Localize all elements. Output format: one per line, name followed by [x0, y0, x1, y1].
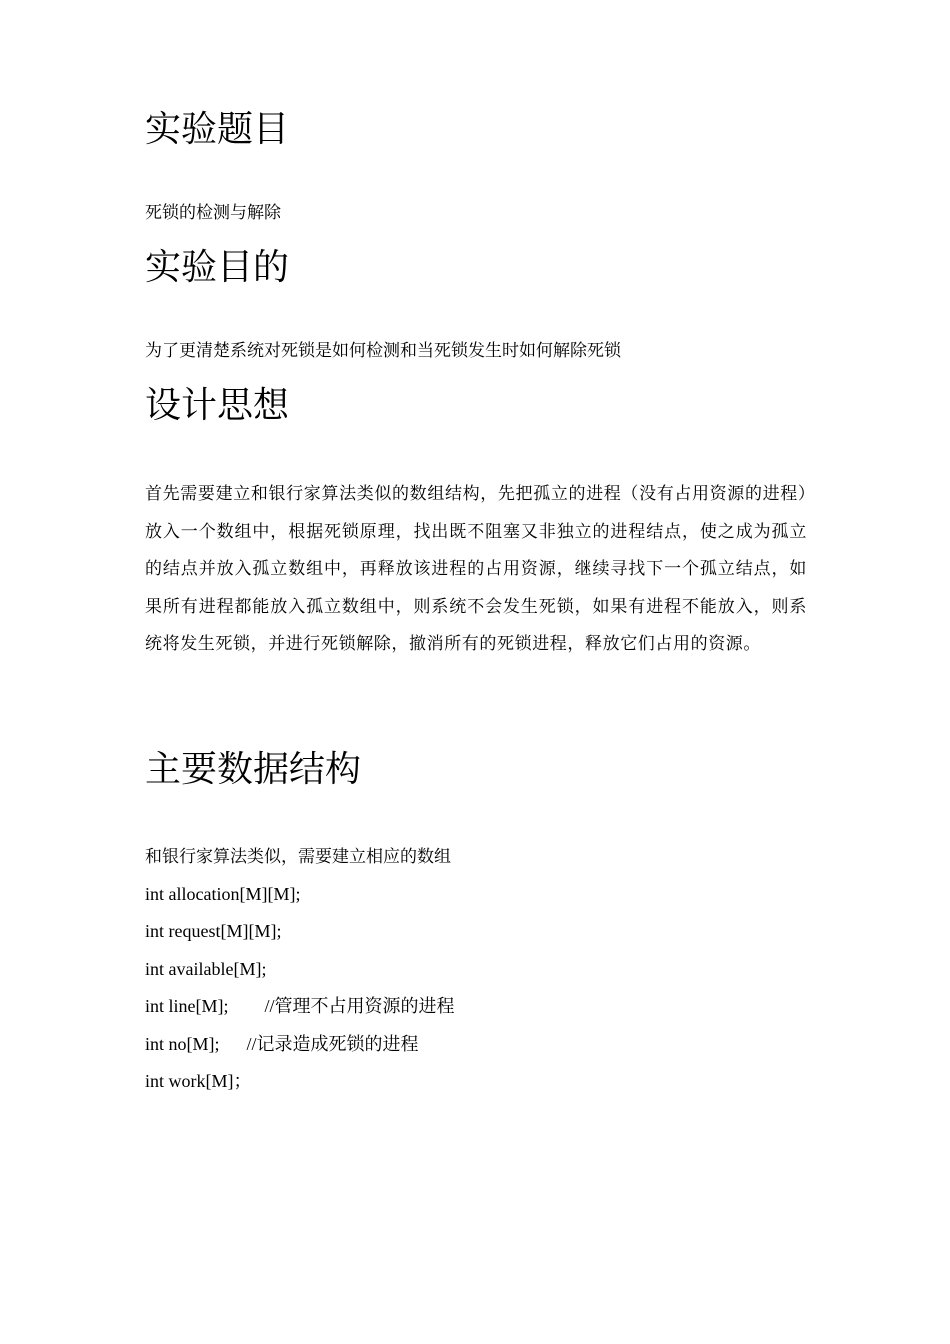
experiment-purpose-text: 为了更清楚系统对死锁是如何检测和当死锁发生时如何解除死锁: [145, 341, 621, 361]
code-line: [145, 995, 455, 1017]
code-comment: //记录造成死锁的进程: [246, 1034, 419, 1054]
heading-design-idea: 设计思想: [145, 385, 290, 426]
code-line: [145, 1033, 419, 1055]
code-statement: int request[M][M];: [145, 921, 282, 941]
code-statement: int work[M]；: [145, 1071, 252, 1091]
code-comment: //管理不占用资源的进程: [264, 996, 455, 1016]
heading-data-structures: 主要数据结构: [145, 749, 362, 790]
code-statement: int no[M];: [145, 1034, 247, 1054]
code-statement: int available[M];: [145, 959, 267, 979]
code-line: [145, 883, 300, 905]
design-idea-paragraph: 首先需要建立和银行家算法类似的数组结构，先把孤立的进程（没有占用资源的进程）放入一个数组中，根据死锁原理，找出既不阻塞又非独立的进程结点，使之成为孤立的结点并放入孤立数组中，再释放该进程的占用资源，继续寻找下一个孤立结点，如果所有进程都能放入孤立数组中，则系统不会发生死锁，如果有进程不能放入，则系统将发生死锁，并进行死锁解除，撤消所有的死锁进程，释放它们占用的资源。: [145, 484, 807, 654]
code-line: [145, 1070, 252, 1092]
heading-experiment-title: 实验题目: [145, 109, 290, 150]
code-line: [145, 958, 266, 980]
code-statement: int line[M];: [145, 996, 265, 1016]
heading-experiment-purpose: 实验目的: [145, 247, 290, 288]
experiment-title-text: 死锁的检测与解除: [145, 203, 281, 223]
code-line: [145, 920, 281, 942]
data-structures-intro: 和银行家算法类似，需要建立相应的数组: [145, 847, 451, 867]
code-statement: int allocation[M][M];: [145, 884, 301, 904]
